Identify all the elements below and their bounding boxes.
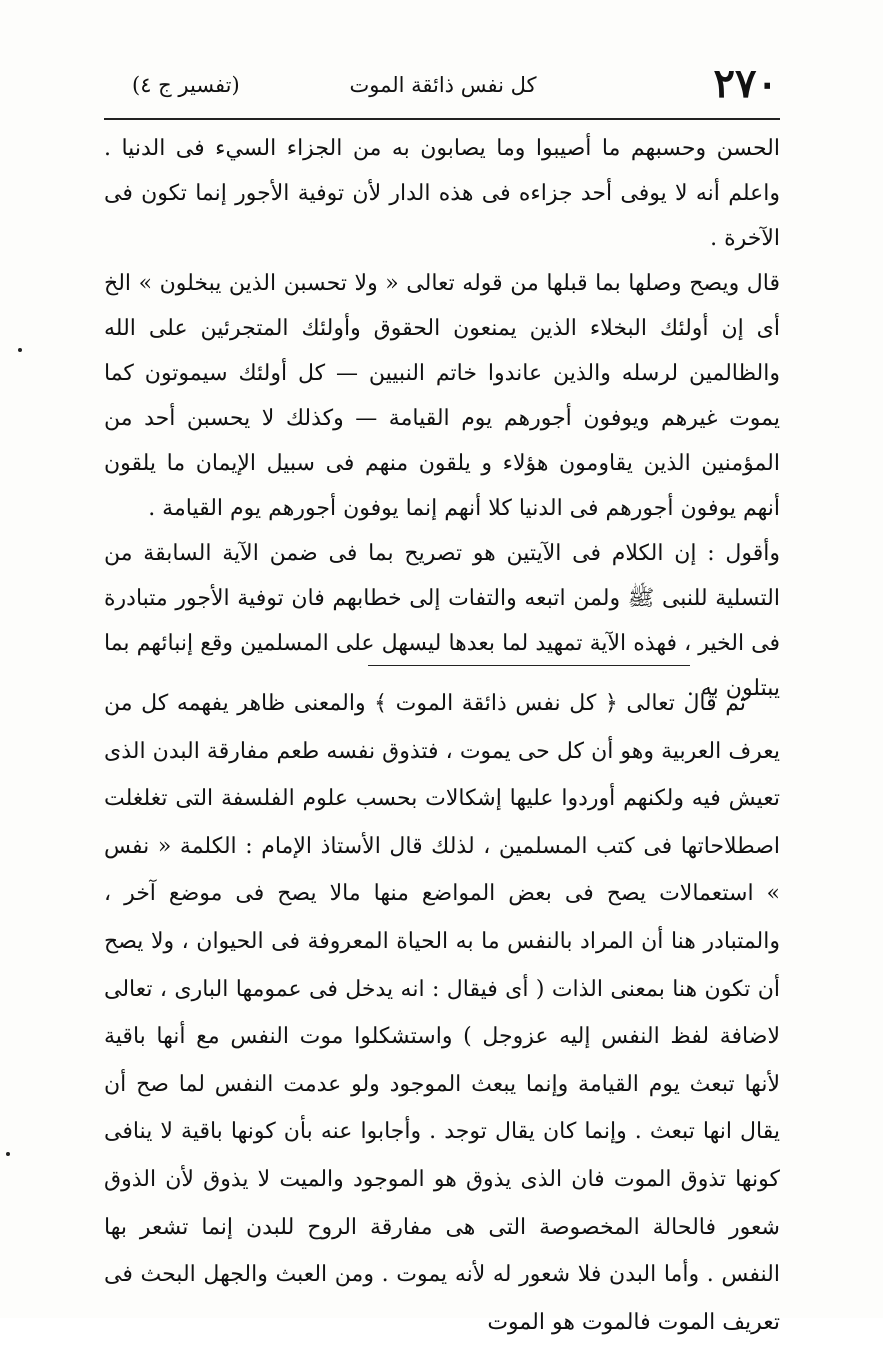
paragraph: وأقول : إن الكلام فى الآيتين هو تصريح بما فى ضمن الآية السابقة من التسلية للنبى ﷺ ولمن اتبعه والتفات إلى خطابهم فان توفية الأجور متبادرة فى الخير ، فهذه الآية تمهيد لما بعدها ليسهل على المسلمين وقع إنبائهم بما يبتلون به .: [104, 541, 780, 701]
book-reference: (تفسير ج ٤): [132, 73, 240, 97]
page-header: [108, 58, 778, 114]
paragraph: الحسن وحسبهم ما أصيبوا وما يصابون به من الجزاء السيء فى الدنيا . واعلم أنه لا يوفى أحد جزاءه فى هذه الدار لأن توفية الأجور إنما تكون فى الآخرة .: [104, 136, 780, 251]
margin-speck: [18, 348, 22, 352]
paragraph: قال ويصح وصلها بما قبلها من قوله تعالى « ولا تحسبن الذين يبخلون » الخ أى إن أولئك البخلاء الذين يمنعون الحقوق وأولئك المتجرئين على الله والظالمين لرسله والذين عاندوا خاتم النبيين — كل أولئك سيموتون كما يموت غيرهم ويوفون أجورهم يوم القيامة — وكذلك لا يحسبن أحد من المؤمنين الذين يقاومون هؤلاء و يلقون منهم فى سبيل الإيمان ما يلقون أنهم يوفون أجورهم فى الدنيا كلا أنهم إنما يوفون أجورهم يوم القيامة .: [104, 271, 780, 521]
paragraph: ثم قال تعالى ﴿ كل نفس ذائقة الموت ﴾ والمعنى ظاهر يفهمه كل من يعرف العربية وهو أن كل حى يموت ، فتذوق نفسه طعم مفارقة البدن الذى تعيش فيه ولكنهم أوردوا عليها إشكالات بحسب علوم الفلسفة التى تغلغلت اصطلاحاتها فى كتب المسلمين ، لذلك قال الأستاذ الإمام : الكلمة « نفس » استعمالات يصح فى بعض المواضع منها مالا يصح فى موضع آخر ، والمتبادر هنا أن المراد بالنفس ما به الحياة المعروفة فى الحيوان ، ولا يصح أن تكون هنا بمعنى الذات ( أى فيقال : انه يدخل فى عمومها البارى ، تعالى لاضافة لفظ النفس إليه عزوجل ) واستشكلوا موت النفس مع أنها باقية لأنها تبعث يوم القيامة وإنما يبعث الموجود ولو عدمت النفس لما صح أن يقال انها تبعث . وإنما كان يقال توجد . وأجابوا عنه بأن كونها باقية لا ينافى كونها تذوق الموت فان الذى يذوق هو الموجود والميت لا يذوق لأن الذوق شعور فالحالة المخصوصة التى هى مفارقة الروح للبدن إنما تشعر بها النفس . وأما البدن فلا شعور له لأنه يموت . ومن العبث والجهل البحث فى تعريف الموت فالموت هو الموت: [104, 691, 781, 1335]
running-title: كل نفس ذائقة الموت: [349, 73, 537, 97]
body-section-2: [104, 680, 780, 1346]
margin-speck: [6, 1152, 10, 1156]
body-section-1: [104, 126, 780, 711]
page-number: ٢٧٠: [713, 60, 778, 107]
section-divider: [368, 665, 690, 666]
header-divider: [104, 118, 780, 120]
